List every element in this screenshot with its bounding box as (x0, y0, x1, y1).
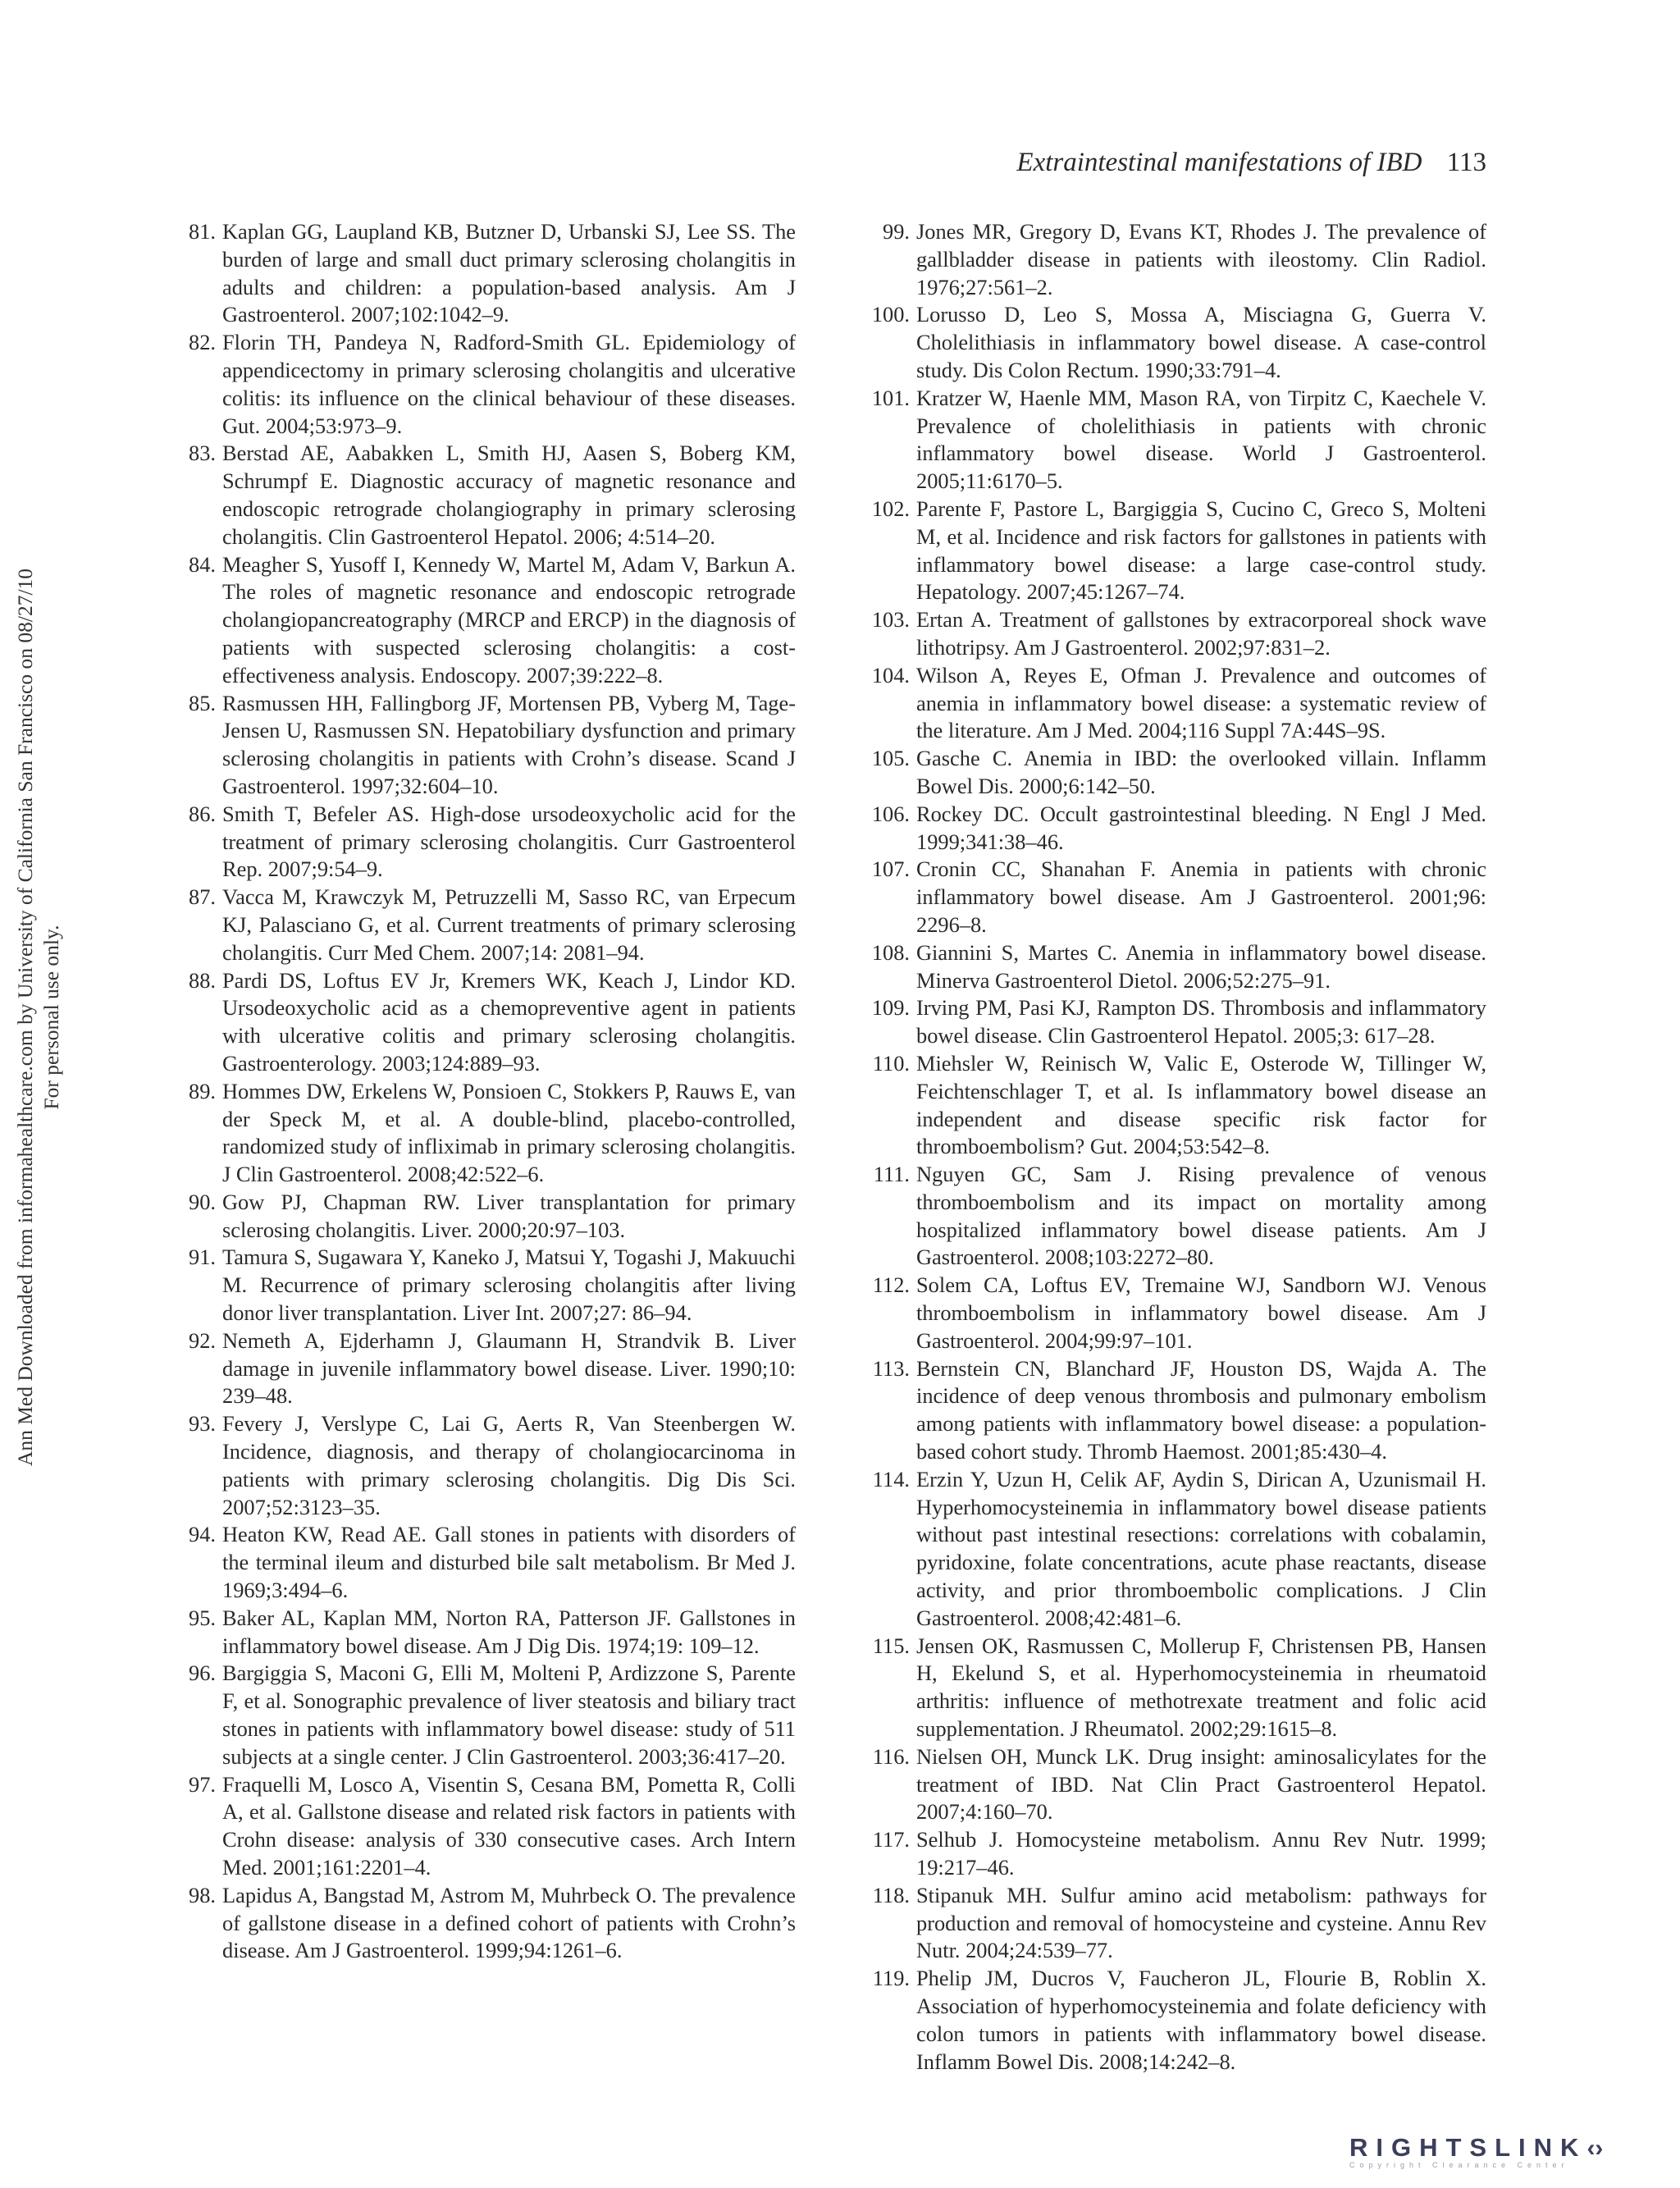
reference-number: 106. (871, 801, 910, 826)
reference-text: Hommes DW, Erkelens W, Ponsioen C, Stokkers P, Rauws E, van der Speck M, et al. A double-blind, placebo-controlled, randomized study of infliximab in primary sclerosing cholangitis. J Clin Gastroenterol. 2008;42:522–6. (222, 1078, 796, 1187)
reference-item (175, 440, 796, 550)
reference-item (860, 939, 1486, 995)
reference-text: Phelip JM, Ducros V, Faucheron JL, Flourie B, Roblin X. Association of hyperhomocysteinemia and folate deficiency with colon tumors in patients with inflammatory bowel disease. Inflamm Bowel Dis. 2008;14:242–8. (916, 1966, 1486, 2074)
reference-item (175, 1410, 796, 1521)
reference-text: Miehsler W, Reinisch W, Valic E, Osterode W, Tillinger W, Feichtenschlager T, et al. Is inflammatory bowel disease an independent and disease specific risk factor for thromboembolism? Gut. 2004;53:542–8. (916, 1050, 1486, 1159)
reference-number: 82. (189, 330, 216, 355)
reference-text: Fraquelli M, Losco A, Visentin S, Cesana BM, Pometta R, Colli A, et al. Gallstone disease and related risk factors in patients with Crohn disease: analysis of 330 consecutive cases. Arch Intern Med. 2001;161:2201–4. (222, 1771, 796, 1880)
reference-number: 108. (871, 939, 910, 965)
reference-number: 104. (871, 662, 910, 687)
reference-item (175, 329, 796, 440)
reference-number: 88. (189, 967, 216, 993)
reference-text: Heaton KW, Read AE. Gall stones in patients with disorders of the terminal ileum and disturbed bile salt metabolism. Br Med J. 1969;3:494–6. (222, 1522, 796, 1603)
reference-number: 97. (189, 1771, 216, 1797)
reference-number: 119. (872, 1966, 910, 1991)
reference-number: 85. (189, 690, 216, 715)
reference-text: Jensen OK, Rasmussen C, Mollerup F, Christensen PB, Hansen H, Ekelund S, et al. Hyperhomocysteinemia in rheumatoid arthritis: influence of methotrexate treatment and folic acid supplementation. J Rheumatol. 2002;29:1615–8. (916, 1633, 1486, 1742)
reference-text: Gow PJ, Chapman RW. Liver transplantation for primary sclerosing cholangitis. Liver. 2000;20:97–103. (222, 1189, 796, 1242)
reference-text: Nielsen OH, Munck LK. Drug insight: aminosalicylates for the treatment of IBD. Nat Clin Pract Gastroenterol Hepatol. 2007;4:160–70. (916, 1743, 1486, 1825)
reference-text: Smith T, Befeler AS. High-dose ursodeoxycholic acid for the treatment of primary sclerosing cholangitis. Curr Gastroenterol Rep. 2007;9:54–9. (222, 801, 796, 882)
reference-text: Pardi DS, Loftus EV Jr, Kremers WK, Keach J, Lindor KD. Ursodeoxycholic acid as a chemopreventive agent in patients with ulcerative colitis and primary sclerosing cholangitis. Gastroenterology. 2003;124:889–93. (222, 967, 796, 1076)
reference-item (860, 1633, 1486, 1743)
reference-text: Meagher S, Yusoff I, Kennedy W, Martel M, Adam V, Barkun A. The roles of magnetic resonance and endoscopic retrograde cholangiopancreatography (MRCP and ERCP) in the diagnosis of patients with suspected sclerosing cholangitis: a cost-effectiveness analysis. Endoscopy. 2007;39:222–8. (222, 551, 796, 687)
reference-number: 83. (189, 441, 216, 466)
rightslink-logo[interactable] (1349, 2133, 1603, 2169)
reference-number: 96. (189, 1660, 216, 1686)
reference-number: 100. (871, 302, 910, 327)
reference-number: 92. (189, 1327, 216, 1353)
download-watermark (12, 394, 106, 1641)
reference-item (175, 1771, 796, 1882)
reference-number: 84. (189, 551, 216, 577)
reference-text: Kratzer W, Haenle MM, Mason RA, von Tirpitz C, Kaechele V. Prevalence of cholelithiasis in patients with chronic inflammatory bowel disease. World J Gastroenterol. 2005;11:6170–5. (916, 385, 1486, 494)
reference-item (175, 884, 796, 966)
reference-number: 87. (189, 884, 216, 910)
reference-text: Nemeth A, Ejderhamn J, Glaumann H, Strandvik B. Liver damage in juvenile inflammatory bowel disease. Liver. 1990;10: 239–48. (222, 1327, 796, 1409)
reference-text: Solem CA, Loftus EV, Tremaine WJ, Sandborn WJ. Venous thromboembolism in inflammatory bowel disease. Am J Gastroenterol. 2004;99:97–101. (916, 1272, 1486, 1353)
reference-item (175, 1078, 796, 1189)
reference-list-left-column (175, 218, 796, 1965)
reference-item (860, 1743, 1486, 1826)
reference-number: 90. (189, 1189, 216, 1214)
reference-item (175, 1521, 796, 1604)
reference-text: Florin TH, Pandeya N, Radford-Smith GL. Epidemiology of appendicectomy in primary sclerosing cholangitis and ulcerative colitis: its influence on the clinical behaviour of these diseases. Gut. 2004;53:973–9. (222, 330, 796, 438)
reference-item (175, 967, 796, 1078)
reference-item (860, 662, 1486, 745)
download-watermark-line-2: For personal use only. (39, 925, 63, 1110)
reference-text: Lapidus A, Bangstad M, Astrom M, Muhrbeck O. The prevalence of gallstone disease in a defined cohort of patients with Crohn’s disease. Am J Gastroenterol. 1999;94:1261–6. (222, 1882, 796, 1963)
reference-text: Tamura S, Sugawara Y, Kaneko J, Matsui Y, Togashi J, Makuuchi M. Recurrence of primary sclerosing cholangitis after living donor liver transplantation. Liver Int. 2007;27: 86–94. (222, 1245, 796, 1326)
reference-number: 86. (189, 801, 216, 826)
reference-number: 116. (872, 1743, 910, 1769)
reference-number: 114. (872, 1466, 910, 1491)
reference-number: 105. (871, 746, 910, 771)
reference-text: Gasche C. Anemia in IBD: the overlooked villain. Inflamm Bowel Dis. 2000;6:142–50. (916, 746, 1486, 798)
reference-item (860, 801, 1486, 856)
reference-number: 95. (189, 1605, 216, 1630)
reference-item (860, 994, 1486, 1050)
reference-text: Rockey DC. Occult gastrointestinal bleeding. N Engl J Med. 1999;341:38–46. (916, 801, 1486, 854)
reference-text: Bernstein CN, Blanchard JF, Houston DS, Wajda A. The incidence of deep venous thrombosis and pulmonary embolism among patients with inflammatory bowel disease: a population-based cohort study. Thromb Haemost. 2001;85:430–4. (916, 1355, 1486, 1464)
reference-item (175, 218, 796, 329)
reference-item (175, 1882, 796, 1965)
reference-number: 102. (871, 496, 910, 521)
reference-item (860, 1355, 1486, 1466)
reference-text: Stipanuk MH. Sulfur amino acid metabolism: pathways for production and removal of homocysteine and cysteine. Annu Rev Nutr. 2004;24:539–77. (916, 1882, 1486, 1963)
reference-number: 118. (872, 1882, 910, 1907)
reference-number: 99. (883, 219, 910, 244)
reference-item (175, 551, 796, 690)
reference-text: Bargiggia S, Maconi G, Elli M, Molteni P, Ardizzone S, Parente F, et al. Sonographic prevalence of liver steatosis and biliary tract stones in patients with inflammatory bowel disease: study of 511 subjects at a single center. J Clin Gastroenterol. 2003;36:417–20. (222, 1660, 796, 1769)
reference-number: 93. (189, 1411, 216, 1437)
reference-text: Parente F, Pastore L, Bargiggia S, Cucino C, Greco S, Molteni M, et al. Incidence and risk factors for gallstones in patients with inflammatory bowel disease: a large case-control study. Hepatology. 2007;45:1267–74. (916, 496, 1486, 605)
reference-item (860, 1965, 1486, 2076)
reference-text: Selhub J. Homocysteine metabolism. Annu Rev Nutr. 1999; 19:217–46. (916, 1827, 1486, 1880)
reference-text: Wilson A, Reyes E, Ofman J. Prevalence and outcomes of anemia in inflammatory bowel disease: a systematic review of the literature. Am J Med. 2004;116 Suppl 7A:44S–9S. (916, 662, 1486, 743)
reference-item (175, 801, 796, 884)
reference-text: Irving PM, Pasi KJ, Rampton DS. Thrombosis and inflammatory bowel disease. Clin Gastroenterol Hepatol. 2005;3: 617–28. (916, 995, 1486, 1048)
reference-item (175, 690, 796, 801)
rightslink-logo-subtext: Copyright Clearance Center (1349, 2161, 1569, 2169)
reference-text: Lorusso D, Leo S, Mossa A, Misciagna G, Guerra V. Cholelithiasis in inflammatory bowel disease. A case-control study. Dis Colon Rectum. 1990;33:791–4. (916, 302, 1486, 382)
reference-text: Cronin CC, Shanahan F. Anemia in patients with chronic inflammatory bowel disease. Am J Gastroenterol. 2001;96: 2296–8. (916, 856, 1486, 937)
reference-item (860, 745, 1486, 801)
running-title: Extraintestinal manifestations of IBD (1016, 148, 1422, 177)
rightslink-arrows-icon: ‹› (1586, 2135, 1604, 2162)
reference-text: Berstad AE, Aabakken L, Smith HJ, Aasen S, Boberg KM, Schrumpf E. Diagnostic accuracy of magnetic resonance and endoscopic retrograde cholangiography in primary sclerosing cholangitis. Clin Gastroenterol Hepatol. 2006; 4:514–20. (222, 441, 796, 549)
reference-number: 81. (189, 219, 216, 244)
reference-number: 98. (189, 1882, 216, 1907)
reference-number: 113. (872, 1355, 910, 1381)
reference-number: 110. (872, 1050, 910, 1076)
page-number: 113 (1446, 148, 1486, 177)
reference-item (860, 856, 1486, 939)
reference-item (860, 1161, 1486, 1272)
download-watermark-line-1: Ann Med Downloaded from informahealthcare.com by University of California San Francisco on 08/27/10 (13, 568, 37, 1467)
reference-text: Fevery J, Verslype C, Lai G, Aerts R, Van Steenbergen W. Incidence, diagnosis, and therapy of cholangiocarcinoma in patients with primary sclerosing cholangitis. Dig Dis Sci. 2007;52:3123–35. (222, 1411, 796, 1519)
reference-number: 101. (871, 385, 910, 410)
reference-number: 91. (189, 1245, 216, 1270)
reference-item (175, 1327, 796, 1410)
reference-number: 112. (872, 1272, 910, 1298)
reference-text: Jones MR, Gregory D, Evans KT, Rhodes J. The prevalence of gallbladder disease in patients with ileostomy. Clin Radiol. 1976;27:561–2. (916, 219, 1486, 299)
rightslink-logo-text: RIGHTSLINK (1349, 2133, 1587, 2162)
reference-item (860, 385, 1486, 496)
reference-number: 103. (871, 607, 910, 633)
running-header (1016, 148, 1486, 178)
reference-number: 107. (871, 856, 910, 882)
reference-text: Rasmussen HH, Fallingborg JF, Mortensen PB, Vyberg M, Tage-Jensen U, Rasmussen SN. Hepatobiliary dysfunction and primary sclerosing cholangitis in patients with Crohn’s disease. Scand J Gastroenterol. 1997;32:604–10. (222, 690, 796, 798)
reference-item (860, 301, 1486, 384)
reference-item (860, 1272, 1486, 1354)
reference-text: Vacca M, Krawczyk M, Petruzzelli M, Sasso RC, van Erpecum KJ, Palasciano G, et al. Current treatments of primary sclerosing cholangitis. Curr Med Chem. 2007;14: 2081–94. (222, 884, 796, 965)
reference-item (175, 1244, 796, 1327)
reference-text: Giannini S, Martes C. Anemia in inflammatory bowel disease. Minerva Gastroenterol Dietol. 2006;52:275–91. (916, 939, 1486, 993)
reference-item (860, 1826, 1486, 1882)
reference-number: 109. (871, 995, 910, 1021)
reference-text: Baker AL, Kaplan MM, Norton RA, Patterson JF. Gallstones in inflammatory bowel disease. Am J Dig Dis. 1974;19: 109–12. (222, 1605, 796, 1658)
reference-number: 89. (189, 1078, 216, 1103)
reference-list-right-column (860, 218, 1486, 2076)
reference-item (175, 1605, 796, 1660)
reference-item (860, 606, 1486, 662)
reference-text: Kaplan GG, Laupland KB, Butzner D, Urbanski SJ, Lee SS. The burden of large and small duct primary sclerosing cholangitis in adults and children: a population-based analysis. Am J Gastroenterol. 2007;102:1042–9. (222, 219, 796, 327)
reference-number: 94. (189, 1522, 216, 1547)
reference-number: 115. (872, 1633, 910, 1658)
reference-text: Nguyen GC, Sam J. Rising prevalence of venous thromboembolism and its impact on mortality among hospitalized inflammatory bowel disease patients. Am J Gastroenterol. 2008;103:2272–80. (916, 1162, 1486, 1270)
reference-item (175, 1660, 796, 1770)
reference-item (860, 218, 1486, 301)
reference-number: 117. (872, 1827, 910, 1852)
reference-item (175, 1189, 796, 1245)
reference-item (860, 1882, 1486, 1965)
reference-number: 111. (873, 1162, 910, 1187)
reference-text: Erzin Y, Uzun H, Celik AF, Aydin S, Dirican A, Uzunismail H. Hyperhomocysteinemia in inflammatory bowel disease patients without past intestinal resections: correlations with cobalamin, pyridoxine, folate concentrations, acute phase reactants, disease activity, and prior thromboembolic complications. J Clin Gastroenterol. 2008;42:481–6. (916, 1466, 1486, 1630)
reference-item (860, 1050, 1486, 1161)
reference-item (860, 496, 1486, 606)
reference-text: Ertan A. Treatment of gallstones by extracorporeal shock wave lithotripsy. Am J Gastroenterol. 2002;97:831–2. (916, 607, 1486, 660)
reference-item (860, 1466, 1486, 1633)
